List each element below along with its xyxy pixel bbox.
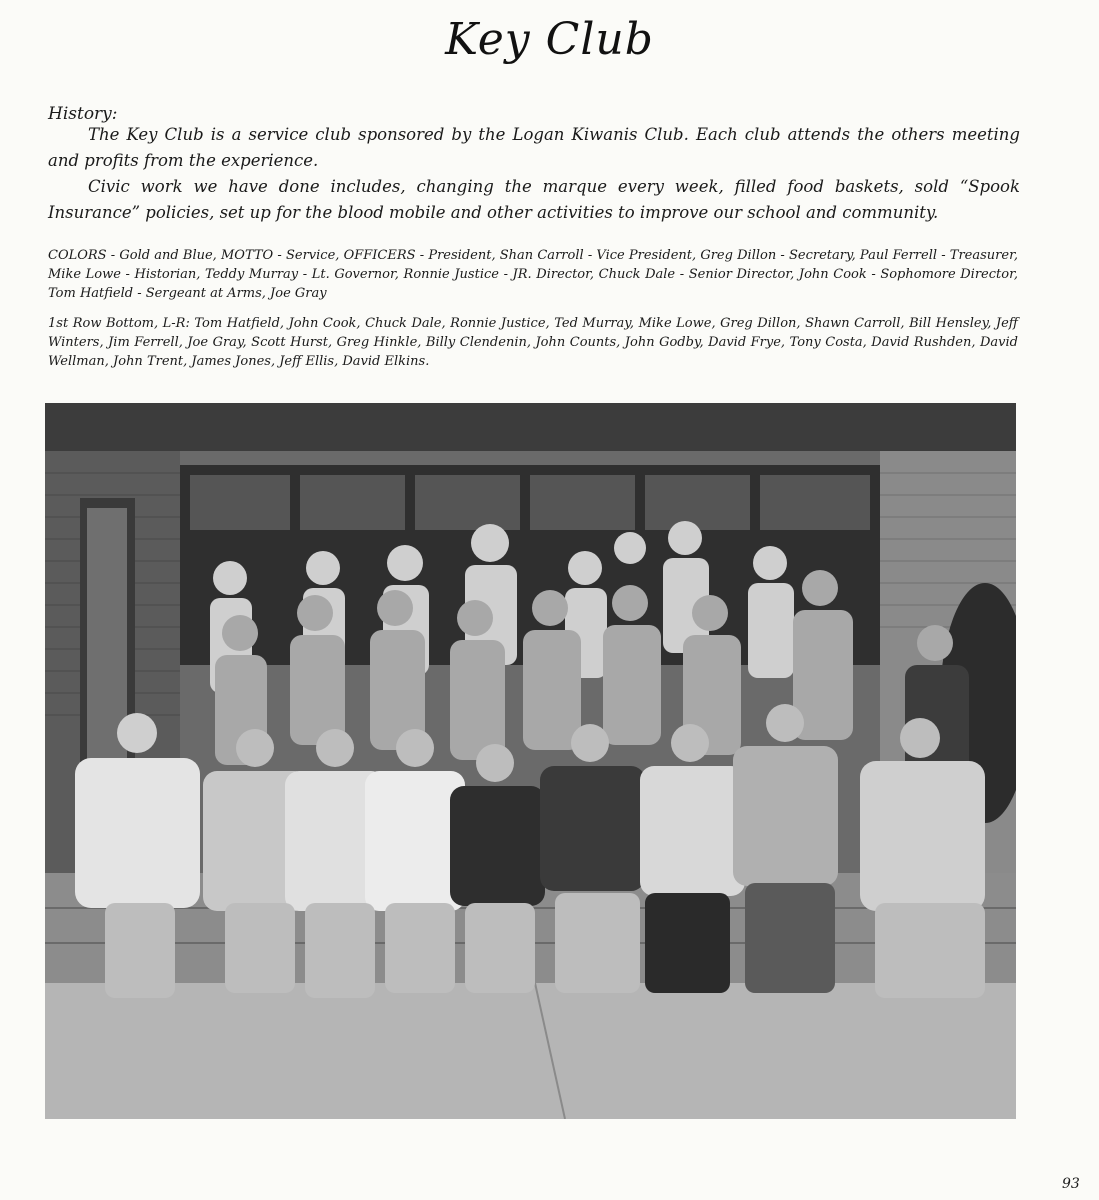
member-names-caption: 1st Row Bottom, L-R: Tom Hatfield, John Cook, Chuck Dale, Ronnie Justice, Ted Murray, Mike Lowe, Greg Dillon, Shawn Carroll, Bill Hensley, Jeff Winters, Jim Ferrell, Joe Gray, Scott Hurst, Greg Hinkle, Billy Clendenin, John Counts, John Godby, David Frye, Tony Costa, David Rushden, David Wellman, John Trent, James Jones, Jeff Ellis, David Elkins. bbox=[48, 316, 1018, 369]
sidewalk bbox=[45, 983, 1016, 1119]
colors-officers-text: COLORS - Gold and Blue, MOTTO - Service, OFFICERS - President, Shan Carroll - Vice President, Greg Dillon - Secretary, Paul Ferrell - Treasurer, Mike Lowe - Historian, Teddy Murray - Lt. Governor, Ronnie Justice - JR. Director, Chuck Dale - Senior Director, John Cook - Sophomore Director, Tom Hatfield - Sergeant at Arms, Joe Gray bbox=[48, 248, 1018, 301]
history-paragraph-2: Civic work we have done includes, changing the marque every week, filled food baskets, sold “Spook Insurance” policies, set up for the blood mobile and other activities to improve our school and community. bbox=[48, 177, 1020, 222]
group-photo bbox=[45, 403, 1016, 1119]
history-heading: History: bbox=[48, 104, 118, 124]
page-number: 93 bbox=[1062, 1176, 1080, 1192]
history-paragraph-1: The Key Club is a service club sponsored by the Logan Kiwanis Club. Each club attends the others meeting and profits from the experience. bbox=[48, 125, 1020, 170]
page-title: Key Club bbox=[445, 14, 654, 65]
canopy-overhang bbox=[45, 403, 1016, 451]
